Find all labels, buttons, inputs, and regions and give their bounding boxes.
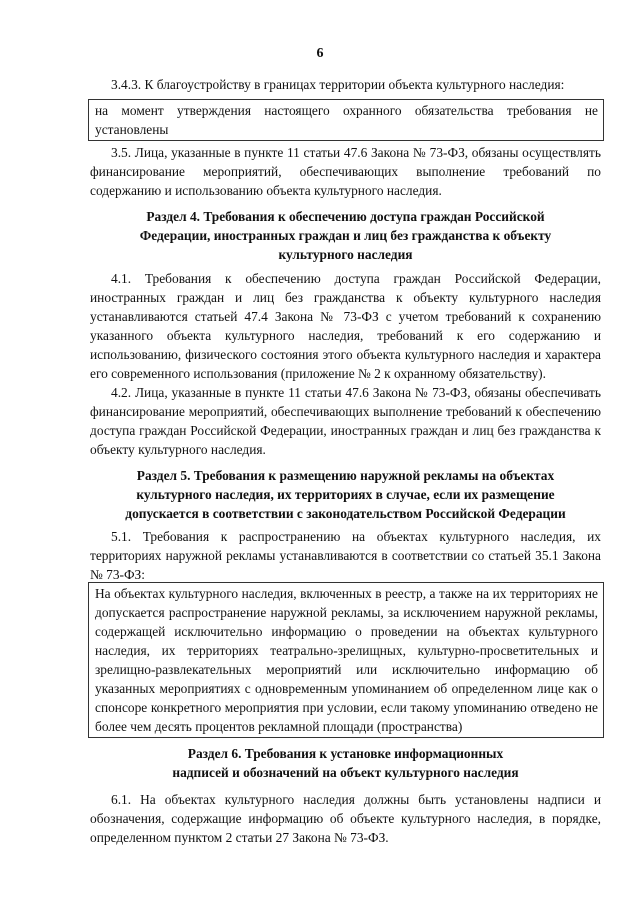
page-number: 6 bbox=[316, 46, 324, 61]
paragraph-5-1 bbox=[90, 527, 601, 584]
paragraph-4-2 bbox=[90, 383, 601, 459]
section-5-heading: Раздел 5. Требования к размещению наружной рекламы на объектах культурного наследия, их территориях в случае, если их размещение допускается в соответствии с законодательством Российской Федерации bbox=[125, 468, 566, 521]
paragraph-4-1-text: 4.1. Требования к обеспечению доступа граждан Российской Федерации, иностранных граждан и лиц без гражданства к объекту культурного наследия устанавливаются статьей 47.4 Закона № 73-ФЗ с учетом требований к сохранению указанного объекта культурного наследия, требований к его содержанию и использованию, физического состояния этого объекта культурного наследия и характера его современного использования (приложение № 2 к охранному обязательству). bbox=[90, 271, 601, 381]
requirements-box-improvement-text: на момент утверждения настоящего охранного обязательства требования не установлены bbox=[95, 103, 598, 137]
paragraph-6-1 bbox=[90, 790, 601, 847]
paragraph-3-4-3 bbox=[90, 75, 601, 94]
paragraph-3-5 bbox=[90, 143, 601, 200]
requirements-box-improvement bbox=[88, 99, 604, 141]
paragraph-5-1-text: 5.1. Требования к распространению на объектах культурного наследия, их территориях наружной рекламы устанавливаются в соответствии со статьей 35.1 Закона № 73-ФЗ: bbox=[90, 529, 601, 582]
section-4-heading: Раздел 4. Требования к обеспечению доступа граждан Российской Федерации, иностранных граждан и лиц без гражданства к объекту культурного наследия bbox=[139, 209, 552, 262]
paragraph-4-2-text: 4.2. Лица, указанные в пункте 11 статьи 47.6 Закона № 73-ФЗ, обязаны обеспечивать финансирование мероприятий, обеспечивающих выполнение требований к обеспечению доступа граждан Российской Федерации, иностранных граждан и лиц без гражданства к объекту культурного наследия. bbox=[90, 385, 601, 457]
paragraph-4-1 bbox=[90, 269, 601, 383]
requirements-box-advertising-text: На объектах культурного наследия, включенных в реестр, а также на их территориях не допускается распространение наружной рекламы, за исключением наружной рекламы, содержащей исключительно информацию о проведении на объектах культурного наследия, их территориях театрально-зрелищных, культурно-просветительных и зрелищно-развлекательных мероприятий или исключительно информацию об указанных мероприятиях с одновременным упоминанием об определенном лице как о спонсоре конкретного мероприятия при условии, если такому упоминанию отведено не более чем десять процентов рекламной площади (пространства) bbox=[95, 586, 598, 734]
paragraph-3-5-text: 3.5. Лица, указанные в пункте 11 статьи 47.6 Закона № 73-ФЗ, обязаны осуществлять финансирование мероприятий, обеспечивающих выполнение требований по содержанию и использованию объекта культурного наследия. bbox=[90, 145, 601, 198]
paragraph-6-1-text: 6.1. На объектах культурного наследия должны быть установлены надписи и обозначения, содержащие информацию об объекте культурного наследия, в порядке, определенном пунктом 2 статьи 27 Закона № 73-ФЗ. bbox=[90, 792, 601, 845]
requirements-box-advertising bbox=[88, 582, 604, 738]
paragraph-3-4-3-text: 3.4.3. К благоустройству в границах территории объекта культурного наследия: bbox=[111, 77, 565, 92]
section-6-heading: Раздел 6. Требования к установке информационных надписей и обозначений на объект культурного наследия bbox=[172, 746, 519, 780]
